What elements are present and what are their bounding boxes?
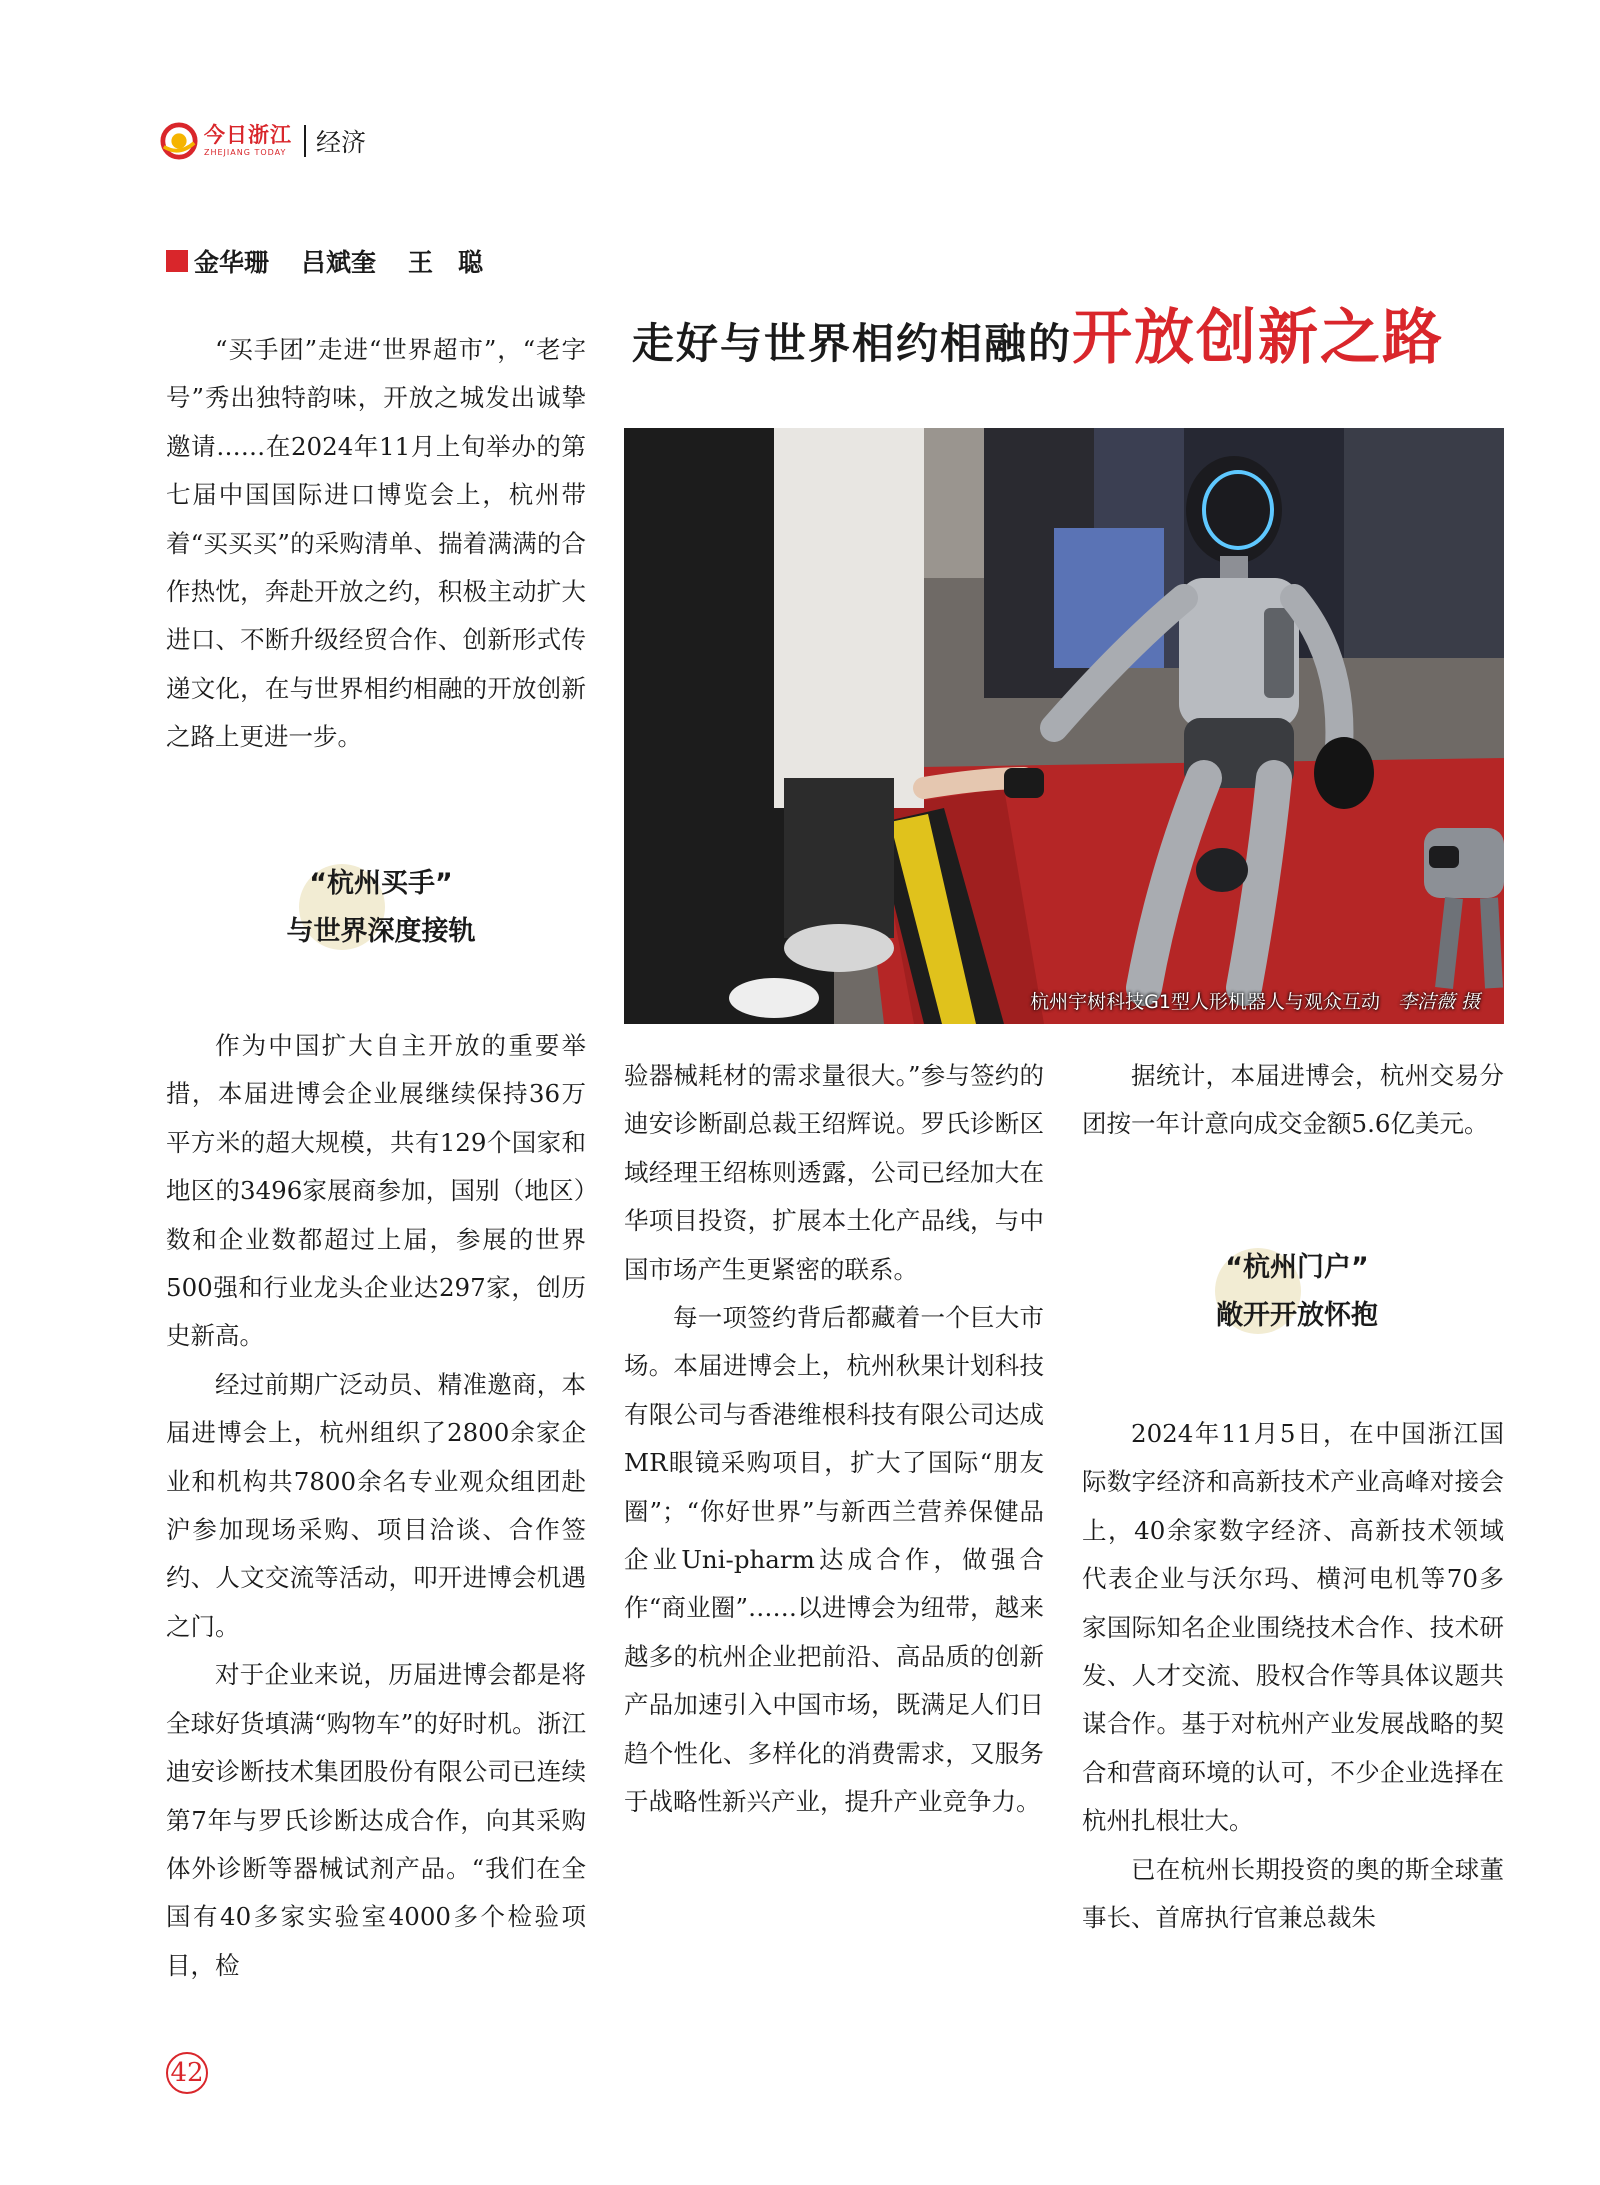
subheading-line-2: 与世界深度接轨	[286, 916, 476, 947]
photo-caption	[1030, 987, 1480, 1014]
paragraph: 作为中国扩大自主开放的重要举措，本届进博会企业展继续保持36万平方米的超大规模，共有129个国家和地区的3496家展商参加，国别（地区）数和企业数都超过上届，参展的世界500强和行业龙头企业达297家，创历史新高。	[166, 1031, 586, 1351]
column-3-top	[1082, 1052, 1504, 1149]
subheading-line-1: “杭州买手”	[309, 868, 453, 899]
paragraph: 验器械耗材的需求量很大。”参与签约的迪安诊断副总裁王绍辉说。罗氏诊断区域经理王绍栋则透露，公司已经加大在华项目投资，扩展本土化产品线，与中国市场产生更紧密的联系。	[624, 1061, 1044, 1284]
logo-english-text: ZHEJIANG TODAY	[204, 148, 287, 157]
lead-paragraph	[166, 326, 586, 762]
subheading-line-1: “杭州门户”	[1225, 1252, 1369, 1283]
robot-photo	[624, 428, 1504, 1024]
paragraph: 经过前期广泛动员、精准邀商，本届进博会上，杭州组织了2800余家企业和机构共7800余名专业观众组团赴沪参加现场采购、项目洽谈、合作签约、人文交流等活动，叩开进博会机遇之门。	[166, 1369, 586, 1641]
column-2-body	[624, 1052, 1044, 1827]
section-label: 经济	[316, 128, 367, 157]
article-title	[632, 290, 1444, 376]
column-1-body	[166, 1022, 586, 1990]
paragraph: 已在杭州长期投资的奥的斯全球董事长、首席执行官兼总裁朱	[1082, 1854, 1504, 1933]
photo-credit: 李洁薇 摄	[1397, 991, 1480, 1013]
subheading-hangzhou-gateway	[1082, 1244, 1512, 1340]
lead-text: “买手团”走进“世界超市”，“老字号”秀出独特韵味，开放之城发出诚挚邀请……在2024年11月上旬举办的第七届中国国际进口博览会上，杭州带着“买买买”的采购清单、揣着满满的合作热忱，奔赴开放之约，积极主动扩大进口、不断升级经贸合作、创新形式传递文化，在与世界相约相融的开放创新之路上更进一步。	[166, 335, 586, 752]
magazine-header	[160, 118, 366, 164]
magazine-logo	[160, 122, 292, 160]
paragraph: 据统计，本届进博会，杭州交易分团按一年计意向成交金额5.6亿美元。	[1082, 1061, 1504, 1139]
title-part-1: 走好与世界相约相融的	[632, 319, 1073, 368]
subheading-hangzhou-buyers	[166, 860, 596, 956]
sun-logo-icon	[160, 122, 198, 160]
paragraph: 对于企业来说，历届进博会都是将全球好货填满“购物车”的好时机。浙江迪安诊断技术集团股份有限公司已连续第7年与罗氏诊断达成合作，向其采购体外诊断等器械试剂产品。“我们在全国有40多家实验室4000多个检验项目，检	[166, 1660, 586, 1980]
column-3-body	[1082, 1410, 1504, 1942]
byline	[166, 243, 515, 279]
page-number-text: 42	[170, 2058, 204, 2088]
page-number-ring	[166, 2052, 208, 2094]
paragraph: 每一项签约背后都藏着一个巨大市场。本届进博会上，杭州秋果计划科技有限公司与香港维根科技有限公司达成MR眼镜采购项目，扩大了国际“朋友圈”；“你好世界”与新西兰营养保健品企业Uni-pharm达成合作，做强合作“商业圈”……以进博会为纽带，越来越多的杭州企业把前沿、高品质的创新产品加速引入中国市场，既满足人们日趋个性化、多样化的消费需求，又服务于战略性新兴产业，提升产业竞争力。	[624, 1303, 1044, 1817]
caption-text: 杭州宇树科技G1型人形机器人与观众互动	[1030, 991, 1380, 1013]
logo-chinese-text: 今日浙江	[204, 123, 292, 147]
author-name: 吕斌奎	[301, 248, 377, 277]
author-name: 金华珊	[194, 248, 270, 277]
author-name: 王 聪	[408, 248, 484, 277]
subheading-line-2: 敞开开放怀抱	[1216, 1300, 1378, 1331]
robot-photo-illustration	[624, 428, 1504, 1024]
title-part-2: 开放创新之路	[1072, 303, 1445, 373]
header-divider	[304, 125, 306, 157]
byline-square-icon	[166, 250, 188, 272]
page-number	[166, 2052, 208, 2094]
paragraph: 2024年11月5日，在中国浙江国际数字经济和高新技术产业高峰对接会上，40余家数字经济、高新技术领域代表企业与沃尔玛、横河电机等70多家国际知名企业围绕技术合作、技术研发、人才交流、股权合作等具体议题共谋合作。基于对杭州产业发展战略的契合和营商环境的认可，不少企业选择在杭州扎根壮大。	[1082, 1419, 1504, 1836]
